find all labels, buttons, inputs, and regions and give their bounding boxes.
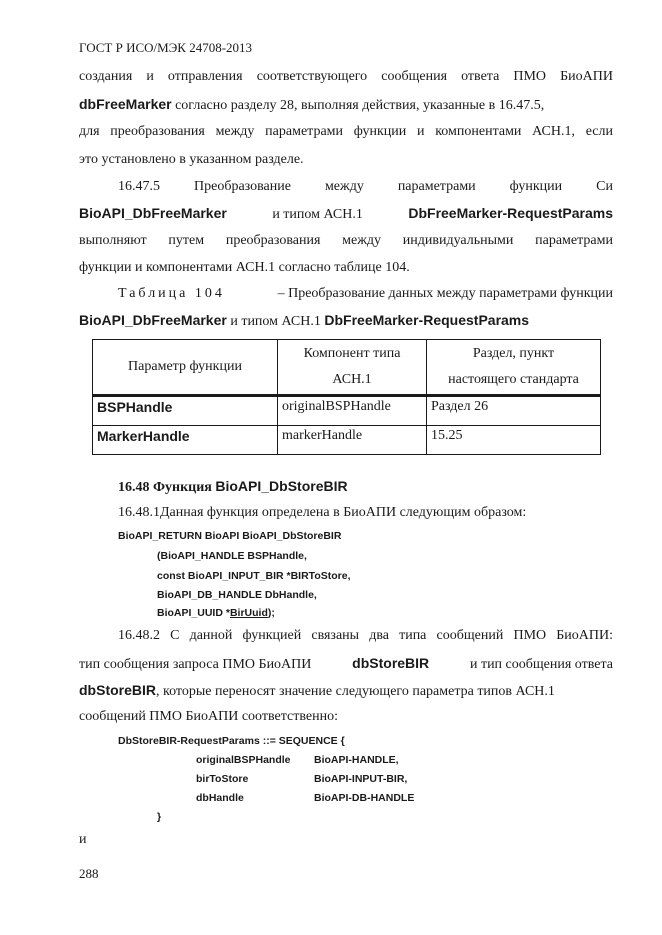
table-header-row [93, 340, 601, 396]
para2-line1: 16.47.5 Преобразование между параметрами функции Си [118, 179, 613, 194]
code-DbFreeMarker-RequestParams: DbFreeMarker-RequestParams [408, 205, 613, 221]
para1-line2-text: согласно разделу 28, выполняя действия, указанные в 16.47.5, [171, 98, 545, 113]
asn-field-name: birToStore [196, 773, 249, 785]
para2-line3: выполняют путем преобразования между индивидуальными параметрами [79, 233, 613, 248]
para1-line4: это установлено в указанном разделе. [79, 152, 304, 167]
header-cell-component: Компонент типа АСН.1 [278, 340, 427, 396]
caption-code2: DbFreeMarker-RequestParams [324, 312, 530, 328]
code-line: BioAPI_RETURN BioAPI BioAPI_DbStoreBIR [118, 530, 342, 542]
asn-close: } [157, 811, 162, 823]
cell-section: 15.25 [427, 426, 601, 455]
page-number: 288 [79, 866, 99, 881]
code-last-suffix: ); [267, 607, 275, 619]
table-caption-line2 [79, 312, 529, 330]
asn-field-name: originalBSPHandle [196, 754, 291, 766]
asn-field-type: BioAPI-INPUT-BIR, [314, 773, 408, 785]
code-line-last [157, 607, 275, 619]
cell-component: markerHandle [278, 426, 427, 455]
caption-code1: BioAPI_DbFreeMarker [79, 312, 227, 328]
table-caption-text: – Преобразование данных между параметрами функции [277, 286, 613, 301]
table-caption-label: Таблица 104 [118, 286, 225, 301]
table-row [93, 396, 601, 426]
section-heading [118, 478, 348, 496]
section-p2-line3 [79, 682, 613, 700]
asn-open: DbStoreBIR-RequestParams ::= SEQUENCE { [118, 735, 345, 747]
cell-param: BSPHandle [93, 396, 278, 426]
code-dbFreeMarker: dbFreeMarker [79, 96, 172, 112]
section-p2-line1: 16.48.2 С данной функцией связаны два типа сообщений ПМО БиоАПИ: [118, 628, 613, 643]
section-heading-code: BioAPI_DbStoreBIR [215, 478, 348, 494]
asn-field-type: BioAPI-HANDLE, [314, 754, 399, 766]
p2-line2-b: и тип сообщения ответа [469, 657, 613, 672]
section-p2-line2 [79, 655, 613, 673]
p2-line3-rest: , которые переносят значение следующего параметра типов АСН.1 [156, 684, 555, 699]
para2-line4: функции и компонентами АСН.1 согласно таблице 104. [79, 260, 410, 275]
p2-line2-a: тип сообщения запроса ПМО БиоАПИ [79, 657, 312, 672]
code-BioAPI_DbFreeMarker: BioAPI_DbFreeMarker [79, 205, 227, 221]
code-line: const BioAPI_INPUT_BIR *BIRToStore, [157, 570, 351, 582]
header-cell-section: Раздел, пункт настоящего стандарта [427, 340, 601, 396]
cell-section: Раздел 26 [427, 396, 601, 426]
para2-line2 [79, 205, 613, 223]
section-heading-num: 16.48 Функция [118, 480, 216, 495]
para1-line1: создания и отправления соответствующего сообщения ответа ПМО БиоАПИ [79, 69, 613, 84]
section-p2-line4: сообщений ПМО БиоАПИ соответственно: [79, 709, 338, 724]
code-last-underlined: BirUuid [229, 607, 268, 619]
header-cell-param: Параметр функции [93, 340, 278, 396]
para1-line3: для преобразования между параметрами функции и компонентами АСН.1, если [79, 124, 613, 139]
para2-line2-mid: и типом АСН.1 [272, 207, 363, 222]
code-line: BioAPI_DB_HANDLE DbHandle, [157, 589, 317, 601]
caption-mid: и типом АСН.1 [226, 314, 325, 329]
para1-line2 [79, 96, 613, 114]
trailing-text: и [79, 832, 87, 847]
table-104 [92, 339, 601, 455]
cell-param: MarkerHandle [93, 426, 278, 455]
code-last-prefix: BioAPI_UUID * [157, 607, 230, 619]
table-row [93, 426, 601, 455]
asn-field-name: dbHandle [196, 792, 244, 804]
p2-line2-code: dbStoreBIR [352, 655, 430, 671]
table-caption-line1 [118, 286, 613, 302]
p2-line3-code: dbStoreBIR [79, 682, 156, 698]
running-header: ГОСТ Р ИСО/МЭК 24708-2013 [79, 40, 253, 55]
code-line: (BioAPI_HANDLE BSPHandle, [157, 550, 307, 562]
cell-component: originalBSPHandle [278, 396, 427, 426]
section-p1: 16.48.1Данная функция определена в БиоАПИ следующим образом: [118, 505, 527, 520]
asn-field-type: BioAPI-DB-HANDLE [314, 792, 415, 804]
